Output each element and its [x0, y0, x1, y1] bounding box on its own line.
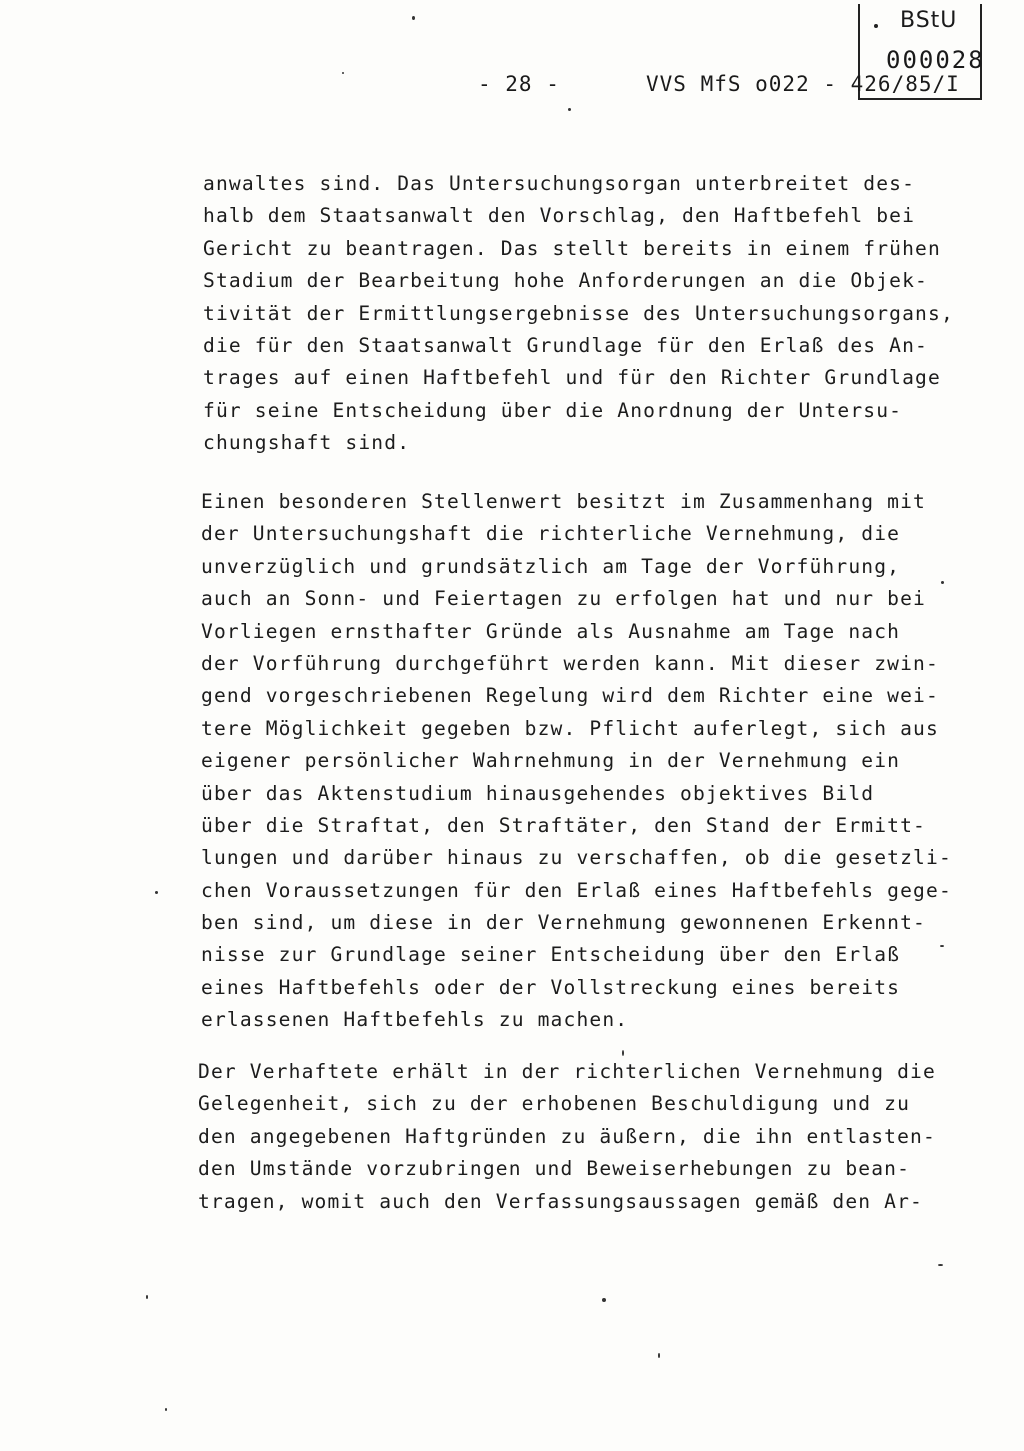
scan-speck [568, 108, 571, 111]
text-line: der Untersuchungshaft die richterliche Vernehmung, die [201, 522, 901, 546]
text-line: halb dem Staatsanwalt den Vorschlag, den Haftbefehl bei [203, 204, 916, 228]
text-line: über das Aktenstudium hinausgehendes objektives Bild [201, 781, 875, 805]
text-line: trages auf einen Haftbefehl und für den Richter Grundlage [203, 366, 941, 390]
text-line: den Umstände vorzubringen und Beweiserhebungen zu bean- [198, 1157, 911, 1181]
scan-speck [155, 891, 158, 894]
page-number: - 28 - [478, 72, 560, 96]
text-line: der Vorführung durchgeführt werden kann. Mit dieser zwin- [201, 651, 939, 675]
scan-speck [165, 1408, 167, 1411]
stamp-archive-name: BStU [900, 8, 958, 33]
scan-speck [941, 581, 944, 584]
text-line: chungshaft sind. [203, 431, 411, 455]
text-line: eines Haftbefehls oder der Vollstreckung eines bereits [201, 975, 901, 999]
text-line: nisse zur Grundlage seiner Entscheidung über den Erlaß [201, 943, 901, 967]
text-line: unverzüglich und grundsätzlich am Tage der Vorführung, [201, 554, 901, 578]
stamp-dot [874, 24, 878, 28]
text-line: ben sind, um diese in der Vernehmung gewonnenen Erkennt- [201, 911, 926, 935]
text-line: Gericht zu beantragen. Das stellt bereits in einem frühen [203, 236, 941, 260]
text-line: für seine Entscheidung über die Anordnung der Untersu- [203, 398, 903, 422]
text-line: Stadium der Bearbeitung hohe Anforderungen an die Objek- [203, 269, 928, 293]
text-line: gend vorgeschriebenen Regelung wird dem Richter eine wei- [201, 684, 939, 708]
text-line: Vorliegen ernsthafter Gründe als Ausnahme am Tage nach [201, 619, 901, 643]
paragraph-2 [201, 486, 952, 1037]
text-line: erlassenen Haftbefehls zu machen. [201, 1008, 629, 1032]
text-line: den angegebenen Haftgründen zu äußern, die ihn entlasten- [198, 1124, 936, 1148]
text-line: auch an Sonn- und Feiertagen zu erfolgen hat und nur bei [201, 587, 926, 611]
text-line: die für den Staatsanwalt Grundlage für den Erlaß des An- [203, 333, 928, 357]
paragraph-1 [203, 168, 954, 460]
text-line: Der Verhaftete erhält in der richterlichen Vernehmung die [198, 1060, 936, 1083]
stamp-number: 000028 [886, 46, 985, 74]
scan-speck [146, 1295, 148, 1299]
scan-speck [602, 1298, 606, 1302]
text-line: eigener persönlicher Wahrnehmung in der Vernehmung ein [201, 749, 901, 773]
scan-speck [412, 16, 415, 20]
text-line: tivität der Ermittlungsergebnisse des Untersuchungsorgans, [203, 301, 954, 325]
text-line: lungen und darüber hinaus zu verschaffen, ob die gesetzli- [201, 846, 952, 870]
scan-speck [622, 1050, 624, 1056]
text-line: anwaltes sind. Das Untersuchungsorgan unterbreitet des- [203, 172, 916, 195]
scan-speck [938, 1264, 943, 1266]
scan-speck [940, 945, 944, 947]
scan-speck [658, 1353, 660, 1358]
text-line: Gelegenheit, sich zu der erhobenen Beschuldigung und zu [198, 1092, 911, 1116]
text-line: tere Möglichkeit gegeben bzw. Pflicht auferlegt, sich aus [201, 716, 939, 740]
text-line: Einen besonderen Stellenwert besitzt im Zusammenhang mit [201, 490, 926, 513]
text-line: chen Voraussetzungen für den Erlaß eines Haftbefehls gege- [201, 878, 952, 902]
file-reference: VVS MfS o022 - 426/85/I [646, 72, 960, 96]
text-line: tragen, womit auch den Verfassungsaussagen gemäß den Ar- [198, 1189, 923, 1213]
paragraph-3 [198, 1056, 936, 1218]
text-line: über die Straftat, den Straftäter, den Stand der Ermitt- [201, 813, 926, 837]
scan-speck [342, 72, 344, 74]
